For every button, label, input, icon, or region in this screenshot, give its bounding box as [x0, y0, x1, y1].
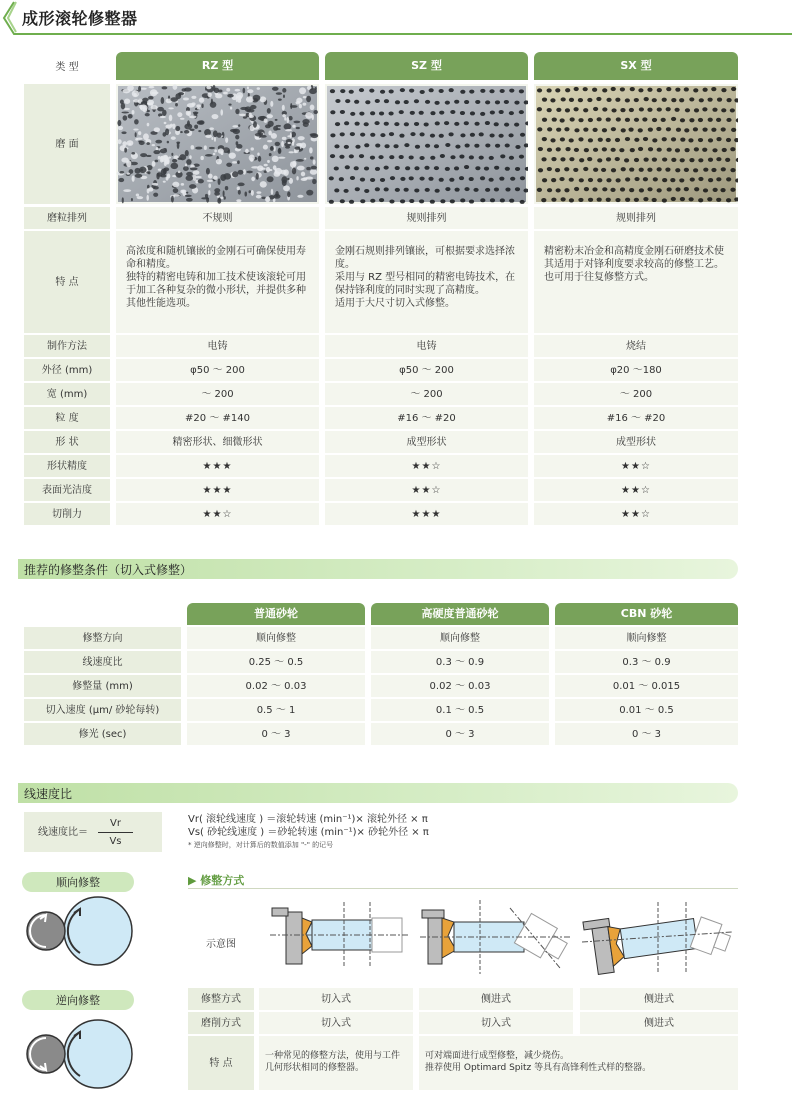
section-dressing-conditions: 推荐的修整条件（切入式修整）: [18, 559, 738, 579]
ratio-fraction: [98, 817, 133, 848]
side-feed-diagram: [420, 898, 570, 978]
table-cell: ～ 200: [325, 383, 528, 405]
sz-surface-image: [325, 84, 528, 204]
table-cell: 0.5 ～ 1: [187, 699, 365, 721]
table-cell: 成型形状: [534, 431, 738, 453]
row-label: 形 状: [24, 431, 110, 453]
star-rating: ★★☆: [325, 455, 528, 477]
row-label: 粒 度: [24, 407, 110, 429]
rz-surface-image: [116, 84, 319, 204]
table-cell: 0.3 ～ 0.9: [555, 651, 738, 673]
star-rating: ★★★: [116, 455, 319, 477]
table-cell: 顺向修整: [371, 627, 549, 649]
header-sx: SX 型: [534, 52, 738, 80]
header-hard-wheel: 高硬度普通砂轮: [371, 603, 549, 625]
table-cell: 切入式: [259, 1012, 413, 1034]
ratio-box: [24, 812, 162, 852]
section-speed-ratio: 线速度比: [18, 783, 738, 803]
star-rating: ★★☆: [116, 503, 319, 525]
table-cell: #16 ～ #20: [325, 407, 528, 429]
row-label: 表面光洁度: [24, 479, 110, 501]
star-rating: ★★☆: [534, 455, 738, 477]
row-label: 形状精度: [24, 455, 110, 477]
table-cell: 规则排列: [325, 207, 528, 229]
feature-text: 精密粉末冶金和高精度金刚石研磨技术使其适用于对锋利度要求较高的修整工艺。 也可用于往复修整方式。: [534, 231, 738, 333]
formula-vr: Vr( 滚轮线速度 ) ＝滚轮转速 (min⁻¹)× 滚轮外径 × π: [188, 814, 428, 825]
star-rating: ★★☆: [534, 479, 738, 501]
table-cell: 0 ～ 3: [371, 723, 549, 745]
table-cell: 烧结: [534, 335, 738, 357]
table-cell: 0.25 ～ 0.5: [187, 651, 365, 673]
table-cell: 切入式: [259, 988, 413, 1010]
table-cell: 0.02 ～ 0.03: [187, 675, 365, 697]
table-cell: ～ 200: [534, 383, 738, 405]
row-label: 外径 (mm): [24, 359, 110, 381]
table-cell: φ20 ～180: [534, 359, 738, 381]
row-label: 修整方式: [188, 988, 254, 1010]
reverse-dressing-diagram: [22, 1018, 142, 1090]
ratio-numerator: Vr: [98, 817, 133, 833]
row-label: 修光 (sec): [24, 723, 181, 745]
page-title: 成形滚轮修整器: [22, 9, 138, 28]
row-label: 修整量 (mm): [24, 675, 181, 697]
table-cell: φ50 ～ 200: [116, 359, 319, 381]
table-cell: ～ 200: [116, 383, 319, 405]
table-cell: 顺向修整: [187, 627, 365, 649]
table-cell: 电铸: [325, 335, 528, 357]
row-label: 切入速度 (μm/ 砂轮每转): [24, 699, 181, 721]
reverse-dressing-label: 逆向修整: [22, 990, 134, 1010]
method-divider: [188, 888, 738, 889]
table-cell: 不规则: [116, 207, 319, 229]
star-rating: ★★★: [325, 503, 528, 525]
header-cbn-wheel: CBN 砂轮: [555, 603, 738, 625]
table-cell: 0.01 ～ 0.015: [555, 675, 738, 697]
feature-text: 可对端面进行成型修整，减少烧伤。 推荐使用 Optimard Spitz 等具有高锋利性式样的整器。: [419, 1036, 738, 1090]
table-cell: φ50 ～ 200: [325, 359, 528, 381]
row-label: 修整方向: [24, 627, 181, 649]
page-header: [0, 0, 792, 36]
method-heading: ▶ 修整方式: [188, 874, 245, 887]
side-feed-grind-diagram: [582, 900, 732, 976]
row-label: 磨削方式: [188, 1012, 254, 1034]
table-cell: 成型形状: [325, 431, 528, 453]
table-cell: 规则排列: [534, 207, 738, 229]
table-cell: 0 ～ 3: [555, 723, 738, 745]
header-normal-wheel: 普通砂轮: [187, 603, 365, 625]
feature-text: 金刚石规则排列镶嵌，可根据要求选择浓度。 采用与 RZ 型号相同的精密电铸技术，在保持锋利度的同时实现了高精度。 适用于大尺寸切入式修整。: [325, 231, 528, 333]
ratio-label: 线速度比＝: [38, 826, 88, 838]
star-rating: ★★☆: [325, 479, 528, 501]
table-cell: 电铸: [116, 335, 319, 357]
table-cell: 侧进式: [580, 988, 738, 1010]
star-rating: ★★★: [116, 479, 319, 501]
feature-text: 高浓度和随机镶嵌的金刚石可确保使用寿命和精度。 独特的精密电铸和加工技术使该滚轮可用于加工各种复杂的微小形状，并提供多种其他性能选项。: [116, 231, 319, 333]
surface-label: 磨 面: [24, 84, 110, 204]
row-label: 切削力: [24, 503, 110, 525]
table-cell: 0.02 ～ 0.03: [371, 675, 549, 697]
table-cell: 切入式: [419, 1012, 573, 1034]
table-cell: 顺向修整: [555, 627, 738, 649]
table-cell: 0.1 ～ 0.5: [371, 699, 549, 721]
header-sz: SZ 型: [325, 52, 528, 80]
row-label: 制作方法: [24, 335, 110, 357]
row-label: 磨粒排列: [24, 207, 110, 229]
row-label: 宽 (mm): [24, 383, 110, 405]
row-label: 特 点: [24, 231, 110, 333]
star-rating: ★★☆: [534, 503, 738, 525]
table-cell: 0.3 ～ 0.9: [371, 651, 549, 673]
table-cell: #16 ～ #20: [534, 407, 738, 429]
table-cell: 侧进式: [419, 988, 573, 1010]
forward-dressing-diagram: [22, 895, 142, 967]
feature-text: 一种常见的修整方法，使用与工件几何形状相同的修整器。: [259, 1036, 413, 1090]
header-rz: RZ 型: [116, 52, 319, 80]
table-cell: 侧进式: [580, 1012, 738, 1034]
table-cell: 0 ～ 3: [187, 723, 365, 745]
table-cell: 精密形状、细微形状: [116, 431, 319, 453]
formula-vs: Vs( 砂轮线速度 ) ＝砂轮转速 (min⁻¹)× 砂轮外径 × π: [188, 827, 429, 838]
table-cell: #20 ～ #140: [116, 407, 319, 429]
row-label: 特 点: [188, 1036, 254, 1090]
row-label: 线速度比: [24, 651, 181, 673]
formula-note: * 逆向修整时，对计算后的数值添加 "-" 的记号: [188, 841, 334, 849]
sx-surface-image: [534, 84, 738, 204]
diagram-label: 示意图: [206, 939, 236, 950]
type-col-label: 类 型: [55, 61, 79, 73]
forward-dressing-label: 顺向修整: [22, 872, 134, 892]
ratio-denominator: Vs: [109, 835, 122, 847]
plunge-diagram: [270, 900, 410, 970]
table-cell: 0.01 ～ 0.5: [555, 699, 738, 721]
